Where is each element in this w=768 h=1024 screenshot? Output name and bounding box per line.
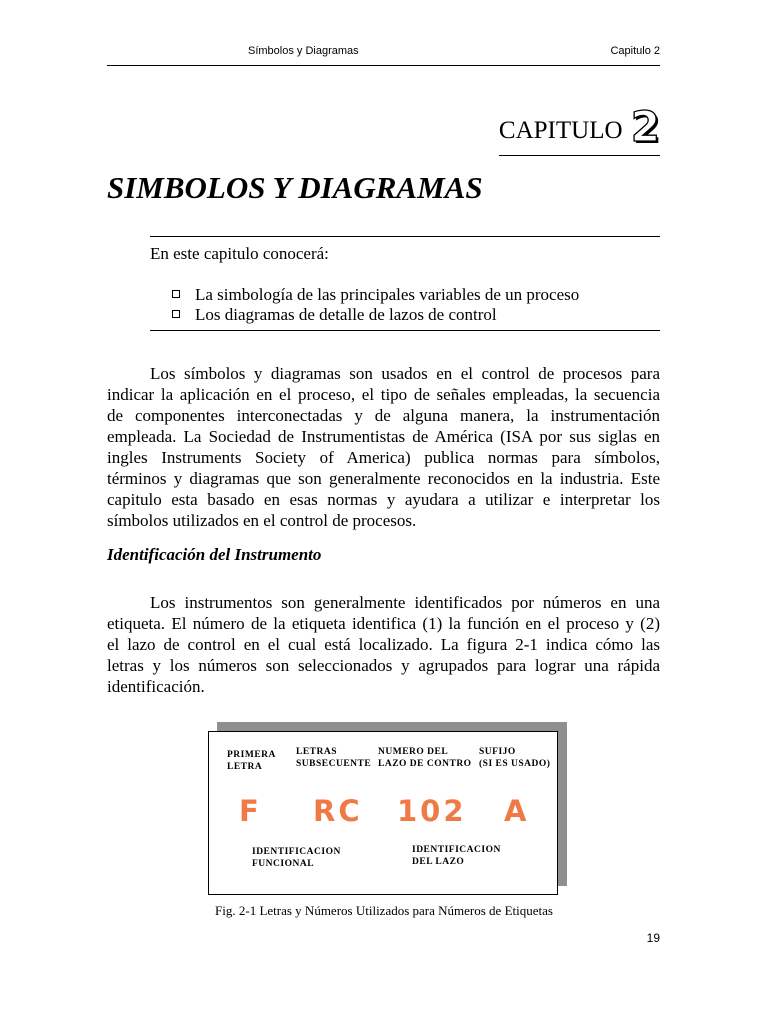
text-line: de componentes interconectadas y de alguna manera, la instrumentación: [107, 406, 660, 425]
page-title: SIMBOLOS Y DIAGRAMAS: [107, 170, 483, 205]
text-line: símbolos utilizados en el control de procesos.: [107, 511, 417, 530]
label-subsequent-letters: [296, 746, 371, 770]
label-line: IDENTIFICACION: [412, 845, 501, 855]
chapter-heading: [499, 102, 660, 156]
label-line: DEL LAZO: [412, 857, 465, 867]
figure-tag-diagram: [208, 731, 558, 895]
chapter-number: 2: [630, 102, 660, 151]
intro-bottom-rule: [150, 330, 660, 331]
paragraph-intro: [107, 363, 660, 531]
label-line: LAZO DE CONTRO: [378, 759, 472, 769]
code-loop-number: 102: [397, 794, 467, 828]
square-bullet-icon: [172, 290, 180, 298]
label-line: NUMERO DEL: [378, 747, 449, 757]
figure-caption: Fig. 2-1 Letras y Números Utilizados para Números de Etiquetas: [215, 903, 553, 918]
intro-bullet: [172, 305, 497, 325]
label-functional-id: [252, 846, 341, 870]
label-first-letter: [227, 749, 276, 773]
code-suffix: A: [504, 794, 530, 828]
code-first-letter: F: [239, 794, 262, 828]
chapter-label: CAPITULO: [498, 117, 623, 144]
text-line: empleada. La Sociedad de Instrumentistas de América (ISA por sus siglas en: [107, 427, 660, 446]
square-bullet-icon: [172, 310, 180, 318]
paragraph-identification: [107, 592, 660, 697]
running-header-chapter: Capitulo 2: [610, 45, 660, 57]
label-line: PRIMERA: [227, 750, 276, 760]
label-suffix: [479, 746, 550, 770]
intro-label: En este capitulo conocerá:: [150, 244, 329, 263]
text-line: etiqueta. El número de la etiqueta identifica (1) la función en el proceso y (2): [107, 614, 660, 633]
text-line: términos y diagramas que son generalmente reconocidos en la industria. Este: [107, 469, 660, 488]
running-header-title: Símbolos y Diagramas: [248, 45, 359, 57]
text-line: Los instrumentos son generalmente identificados por números en una: [150, 593, 660, 612]
header-rule: [107, 65, 660, 66]
intro-bullet: [172, 285, 579, 305]
section-subheading: Identificación del Instrumento: [107, 545, 322, 564]
intro-bullet-text: Los diagramas de detalle de lazos de control: [195, 305, 497, 324]
label-line: LETRA: [227, 762, 263, 772]
text-line: Los símbolos y diagramas son usados en el control de procesos para: [150, 364, 660, 383]
label-line: SUBSECUENTE: [296, 759, 372, 769]
text-line: el lazo de control en el cual está localizado. La figura 2-1 indica cómo las: [107, 635, 660, 654]
label-line: LETRAS: [296, 747, 338, 757]
intro-bullet-text: La simbología de las principales variables de un proceso: [195, 285, 580, 304]
label-line: FUNCIONAL: [252, 859, 315, 869]
label-loop-id: [412, 844, 501, 868]
intro-top-rule: [150, 236, 660, 237]
page-number: 19: [646, 931, 660, 945]
label-line: (SI ES USADO): [479, 759, 551, 769]
text-line: indicar la aplicación en el proceso, el tipo de señales empleadas, la secuencia: [107, 385, 660, 404]
text-line: identificación.: [107, 677, 205, 696]
label-line: IDENTIFICACION: [252, 847, 341, 857]
label-line: SUFIJO: [479, 747, 516, 757]
text-line: capitulo esta basado en esas normas y ayudara a utilizar e interpretar los: [107, 490, 660, 509]
label-loop-number: [378, 746, 472, 770]
text-line: letras y los números son seleccionados y agrupados para lograr una rápida: [107, 656, 660, 675]
text-line: ingles Instruments Society of America) publica normas para símbolos,: [107, 448, 660, 467]
code-subsequent-letters: RC: [313, 794, 363, 828]
